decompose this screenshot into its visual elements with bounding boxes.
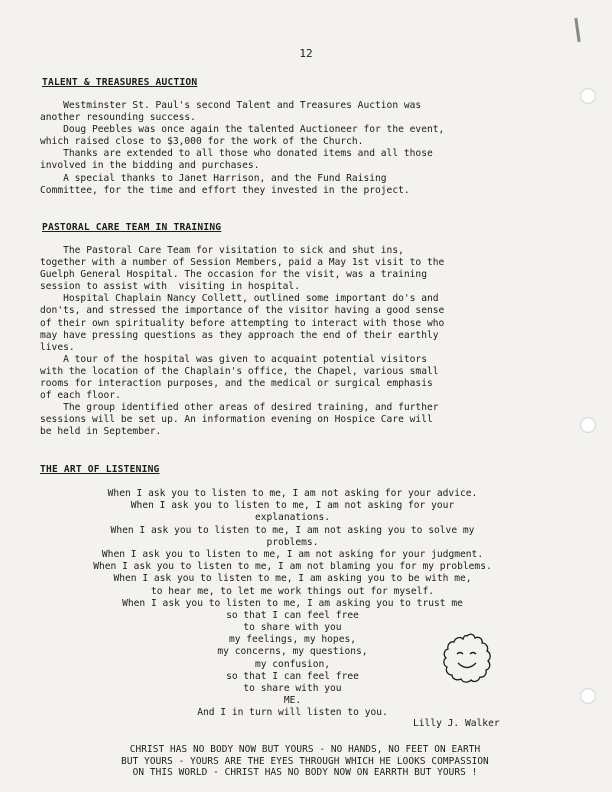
poem-line: my feelings, my hopes, [228,634,357,646]
poem-line: When I ask you to listen to me, I am not asking you to solve my [110,524,475,536]
punch-hole-bottom [580,688,596,704]
poem-author: Lilly J. Walker [413,718,500,729]
corner-mark [574,18,580,42]
auction-line: which raised close to $3,000 for the work of the Church. [40,136,364,148]
auction-line: another resounding success. [40,112,196,124]
closing-line: BUT YOURS - YOURS ARE THE EYES THROUGH WHICH HE LOOKS COMPASSION [121,755,489,767]
pastoral-line: A tour of the hospital was given to acquaint potential visitors [40,353,427,365]
pastoral-line: The group identified other areas of desired training, and further [40,402,439,414]
smiling-sun-icon [434,630,500,696]
poem-line: explanations. [254,512,331,524]
pastoral-line: don'ts, and stressed the importance of the visitor having a good sense [40,305,445,317]
poem-line: my concerns, my questions, [217,646,368,658]
poem-line: And I in turn will listen to you. [197,707,388,719]
poem-line: When I ask you to listen to me, I am not asking for your advice. [107,488,478,499]
auction-line: Westminster St. Paul's second Talent and Treasures Auction was [40,100,422,111]
closing-line: CHRIST HAS NO BODY NOW BUT YOURS - NO HANDS, NO FEET ON EARTH [129,744,481,755]
auction-line: Doug Peebles was once again the talented Auctioneer for the event, [40,124,445,136]
pastoral-line: together with a number of Session Members, paid a May 1st visit to the [40,257,445,269]
pastoral-line: with the location of the Chaplain's office, the Chapel, various small [40,365,439,377]
poem-line: When I ask you to listen to me, I am not asking for your [130,500,455,512]
pastoral-line: The Pastoral Care Team for visitation to sick and shut ins, [40,245,404,256]
poem-line: When I ask you to listen to me, I am asking you to be with me, [113,573,472,585]
auction-line: Thanks are extended to all those who donated items and all those [40,148,433,160]
pastoral-line: of each floor. [40,390,121,402]
pastoral-line: Guelph General Hospital. The occasion for the visit, was a training [40,269,427,281]
pastoral-line: of their own spirituality before attempting to interact with those who [40,317,445,329]
pastoral-line: lives. [40,341,75,353]
pastoral-line: may have pressing questions as they approach the end of their earthly [40,329,439,341]
section-heading-pastoral-care: PASTORAL CARE TEAM IN TRAINING [42,222,222,233]
poem-line: to share with you [243,683,342,694]
poem-line: so that I can feel free [226,670,359,682]
punch-hole-middle [580,417,596,433]
section-heading-auction: TALENT & TREASURES AUCTION [42,77,198,88]
closing-quote [40,744,570,779]
poem-line: When I ask you to listen to me, I am asking you to trust me [122,597,463,609]
auction-line: A special thanks to Janet Harrison, and the Fund Raising [40,172,387,184]
poem-line: When I ask you to listen to me, I am not asking for your judgment. [101,548,484,560]
page-number: 12 [299,47,313,60]
closing-line: ON THIS WORLD - CHRIST HAS NO BODY NOW ON EARRTH BUT YOURS ! [132,767,478,779]
punch-hole-top [580,88,596,104]
poem-line: to share with you [243,622,342,634]
auction-line: involved in the bidding and purchases. [40,160,260,172]
poem-line: my confusion, [254,658,331,670]
pastoral-line: session to assist with visiting in hospital. [40,281,300,293]
pastoral-care-paragraphs [40,245,545,439]
auction-paragraphs [40,100,545,197]
poem-line: so that I can feel free [226,609,359,621]
poem-line: problems. [266,536,319,548]
poem-line: When I ask you to listen to me, I am not blaming you for my problems. [93,561,492,573]
section-heading-art-of-listening: THE ART OF LISTENING [40,464,160,475]
poem-line: to hear me, to let me work things out for myself. [150,585,435,597]
poem-line: ME. [283,695,302,707]
auction-line: Committee, for the time and effort they invested in the project. [40,184,410,196]
pastoral-line: be held in September. [40,426,162,438]
pastoral-line: rooms for interaction purposes, and the medical or surgical emphasis [40,378,433,390]
pastoral-line: Hospital Chaplain Nancy Collett, outlined some important do's and [40,293,439,305]
pastoral-line: sessions will be set up. An information evening on Hospice Care will [40,414,433,426]
